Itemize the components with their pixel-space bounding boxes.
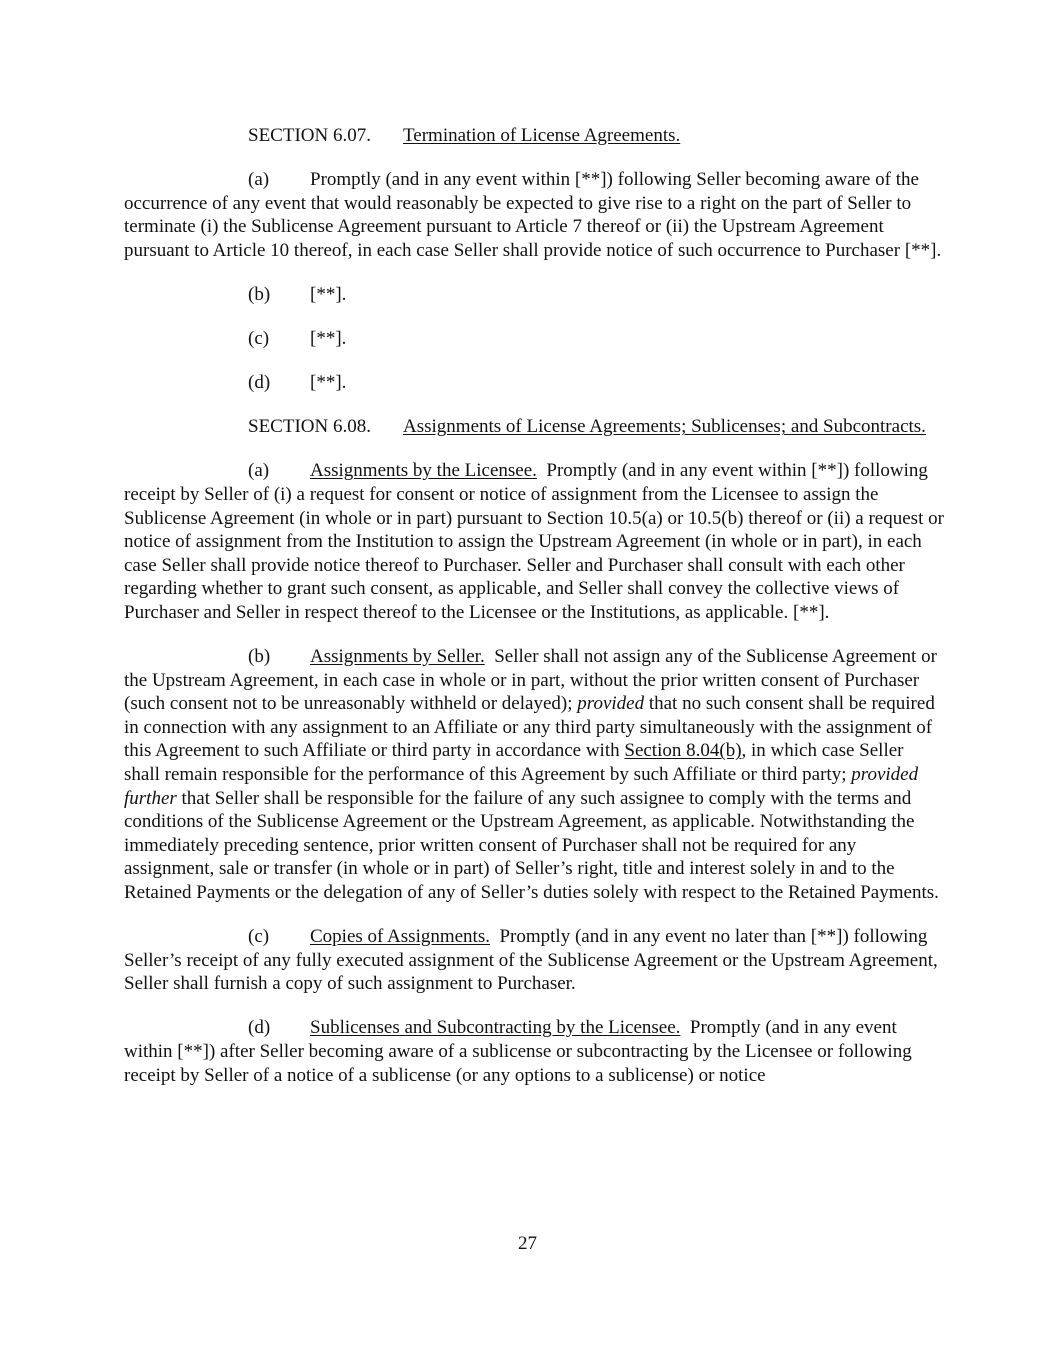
section-6-08-a [124, 459, 944, 624]
clause-text-1: Seller shall not assign any of the Sublicense Agreement or the Upstream Agreement, in each case in whole or in part, without the prior written consent of Purchaser (such consent not to be unreasonably withheld or delayed); [124, 646, 937, 715]
page-number: 27 [518, 1233, 537, 1254]
clause-text-4: that Seller shall be responsible for the failure of any such assignee to comply with the terms and conditions of the Sublicense Agreement or the Upstream Agreement, as applicable. Notwithstanding the immediately preceding sentence, prior written consent of Purchaser shall not be required for any assignment, sale or transfer (in whole or in part) of Seller’s right, title and interest solely in and to the Retained Payments or the delegation of any of Seller’s duties solely with respect to the Retained Payments. [124, 787, 939, 903]
cross-reference: Section 8.04(b) [624, 740, 742, 762]
clause-text: [**]. [310, 283, 347, 305]
section-6-08-b [124, 645, 944, 905]
section-number: SECTION 6.07. [248, 125, 371, 146]
clause-label: (c) [248, 328, 270, 350]
section-title: Assignments of License Agreements; Sublicenses; and Subcontracts. [403, 416, 926, 438]
section-6-07-a [124, 168, 944, 262]
document-page [124, 124, 944, 1108]
section-6-07-heading [124, 124, 944, 148]
proviso-further-term: provided further [124, 763, 919, 809]
clause-text: Promptly (and in any event within [**]) following Seller becoming aware of the occurrence of any event that would reasonably be expected to give rise to a right on the part of Seller to terminate (i) the Sublicense Agreement pursuant to Article 7 thereof or (ii) the Upstream Agreement pursuant to Article 10 thereof, in each case Seller shall provide notice of such occurrence to Purchaser [**]. [124, 169, 942, 261]
clause-heading: Assignments by the Licensee. [310, 460, 537, 482]
clause-text: Promptly (and in any event no later than [**]) following Seller’s receipt of any fully executed assignment of the Sublicense Agreement or the Upstream Agreement, Seller shall furnish a copy of such assignment to Purchaser. [124, 926, 938, 995]
clause-text: Promptly (and in any event within [**]) following receipt by Seller of (i) a request for consent or notice of assignment from the Licensee to assign the Sublicense Agreement (in whole or in part) pursuant to Section 10.5(a) or 10.5(b) thereof or (ii) a request or notice of assignment from the Institution to assign the Upstream Agreement (in whole or in part), in each case Seller shall provide notice thereof to Purchaser. Seller and Purchaser shall consult with each other regarding whether to grant such consent, as applicable, and Seller shall convey the collective views of Purchaser and Seller in respect thereof to the Licensee or the Institutions, as applicable. [**]. [124, 460, 944, 623]
clause-label: (b) [248, 646, 271, 667]
clause-label: (a) [248, 169, 270, 191]
section-6-08-c [124, 925, 944, 996]
section-title: Termination of License Agreements. [403, 125, 681, 146]
proviso-term: provided [577, 693, 645, 715]
section-6-07-b [124, 283, 944, 307]
clause-text: Promptly (and in any event within [**]) after Seller becoming aware of a sublicense or subcontracting by the Licensee or following receipt by Seller of a notice of a sublicense (or any options to a sublicense) or notice [124, 1017, 912, 1086]
clause-label: (c) [248, 926, 270, 948]
section-6-07-d [124, 371, 944, 395]
clause-label: (b) [248, 283, 271, 305]
clause-heading: Assignments by Seller. [310, 646, 485, 667]
clause-heading: Copies of Assignments. [310, 926, 490, 948]
section-6-08-d [124, 1016, 944, 1087]
clause-label: (a) [248, 460, 270, 482]
section-6-08-heading [124, 415, 944, 439]
clause-text: [**]. [310, 328, 347, 350]
clause-label: (d) [248, 1017, 271, 1039]
section-number: SECTION 6.08. [248, 416, 371, 438]
clause-text-2: that no such consent shall be required in connection with any assignment to an Affiliate or any third party simultaneously with the assignment of this Agreement to such Affiliate or third party in accordance with [124, 693, 935, 762]
section-6-07-c [124, 327, 944, 351]
clause-text: [**]. [310, 372, 347, 394]
clause-label: (d) [248, 372, 271, 394]
clause-heading: Sublicenses and Subcontracting by the Licensee. [310, 1017, 681, 1039]
clause-text-3: , in which case Seller shall remain responsible for the performance of this Agreement by such Affiliate or third party; [124, 740, 904, 785]
